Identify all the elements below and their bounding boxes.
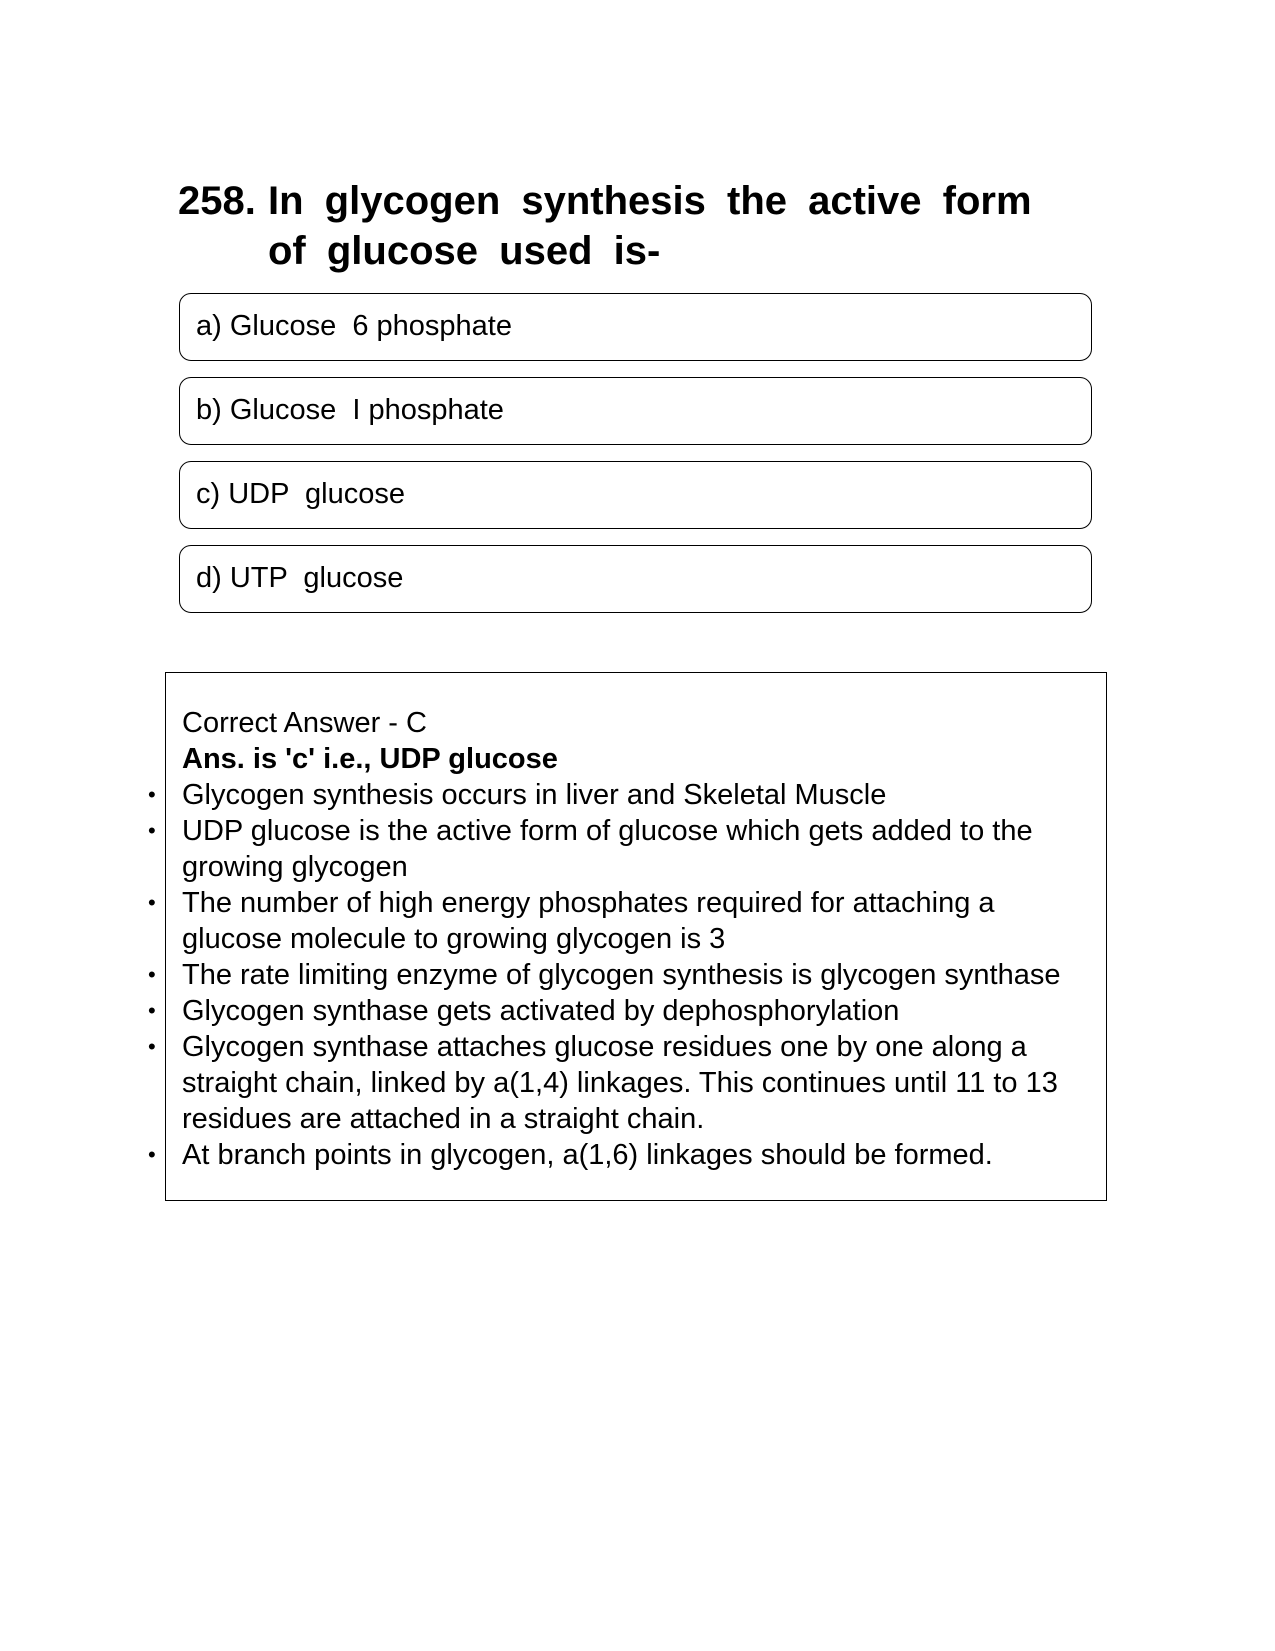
- bullet-icon: •: [148, 818, 156, 843]
- option-c[interactable]: c) UDP glucose: [179, 461, 1092, 529]
- answer-summary: Ans. is 'c' i.e., UDP glucose: [182, 743, 558, 775]
- list-item: [148, 957, 1092, 993]
- bullet-icon: •: [148, 962, 156, 987]
- option-a[interactable]: a) Glucose 6 phosphate: [179, 293, 1092, 361]
- question-text: In glycogen synthesis the active form of glucose used is-: [268, 179, 1032, 273]
- bullet-icon: •: [148, 1034, 156, 1059]
- list-item-text: Glycogen synthase gets activated by dephosphorylation: [182, 995, 900, 1027]
- correct-answer-line: Correct Answer - C: [182, 707, 427, 739]
- list-item-text: Glycogen synthesis occurs in liver and Skeletal Muscle: [182, 779, 887, 811]
- list-item: [148, 1029, 1092, 1137]
- bullet-icon: •: [148, 1142, 156, 1167]
- question-number: 258.: [178, 179, 256, 223]
- list-item-text: UDP glucose is the active form of glucose which gets added to the growing glycogen: [182, 815, 1033, 883]
- list-item-text: The rate limiting enzyme of glycogen synthesis is glycogen synthase: [182, 959, 1061, 991]
- explanation-points: [148, 777, 1092, 1173]
- bullet-icon: •: [148, 782, 156, 807]
- options-list: [179, 293, 1092, 629]
- list-item: [148, 777, 1092, 813]
- option-d[interactable]: d) UTP glucose: [179, 545, 1092, 613]
- option-b[interactable]: b) Glucose I phosphate: [179, 377, 1092, 445]
- bullet-icon: •: [148, 890, 156, 915]
- list-item: [148, 885, 1092, 957]
- list-item: [148, 1137, 1092, 1173]
- list-item: [148, 813, 1092, 885]
- list-item-text: Glycogen synthase attaches glucose residues one by one along a straight chain, linked by a(1,4) linkages. This continues until 11 to 13 residues are attached in a straight chain.: [182, 1031, 1058, 1135]
- bullet-icon: •: [148, 998, 156, 1023]
- list-item-text: The number of high energy phosphates required for attaching a glucose molecule to growing glycogen is 3: [182, 887, 995, 955]
- list-item: [148, 993, 1092, 1029]
- list-item-text: At branch points in glycogen, a(1,6) linkages should be formed.: [182, 1139, 993, 1171]
- answer-explanation-box: [148, 672, 1107, 1201]
- question-heading: [178, 176, 1078, 276]
